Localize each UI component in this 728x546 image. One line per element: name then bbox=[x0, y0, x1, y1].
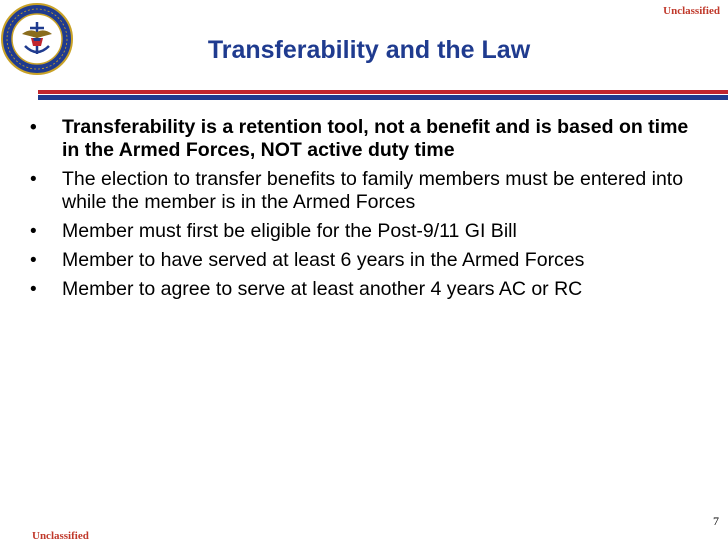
bullet-dot: • bbox=[30, 250, 37, 271]
bullet-item bbox=[28, 220, 708, 243]
classification-top: Unclassified bbox=[663, 5, 720, 17]
bullet-dot: • bbox=[30, 169, 37, 190]
bullet-text: Transferability is a retention tool, not a benefit and is based on time in the Armed Forces, NOT active duty time bbox=[62, 116, 689, 161]
bullet-text: Member must first be eligible for the Post-9/11 GI Bill bbox=[62, 220, 517, 242]
bullet-dot: • bbox=[30, 221, 37, 242]
bullet-item bbox=[28, 116, 708, 162]
bullet-item bbox=[28, 249, 708, 272]
bullet-text: Member to have served at least 6 years in the Armed Forces bbox=[62, 249, 585, 271]
classification-bottom: Unclassified bbox=[32, 530, 89, 542]
bullet-list bbox=[28, 116, 708, 307]
bullet-text: Member to agree to serve at least another 4 years AC or RC bbox=[62, 278, 583, 300]
bullet-dot: • bbox=[30, 117, 37, 138]
bullet-item bbox=[28, 278, 708, 301]
title-divider-blue bbox=[38, 95, 728, 100]
slide-title: Transferability and the Law bbox=[207, 36, 531, 64]
bullet-text: The election to transfer benefits to family members must be entered into while the member is in the Armed Forces bbox=[62, 168, 684, 213]
title-divider-red bbox=[38, 90, 728, 94]
bullet-dot: • bbox=[30, 279, 37, 300]
page-number: 7 bbox=[713, 514, 719, 528]
bullet-item bbox=[28, 168, 708, 214]
